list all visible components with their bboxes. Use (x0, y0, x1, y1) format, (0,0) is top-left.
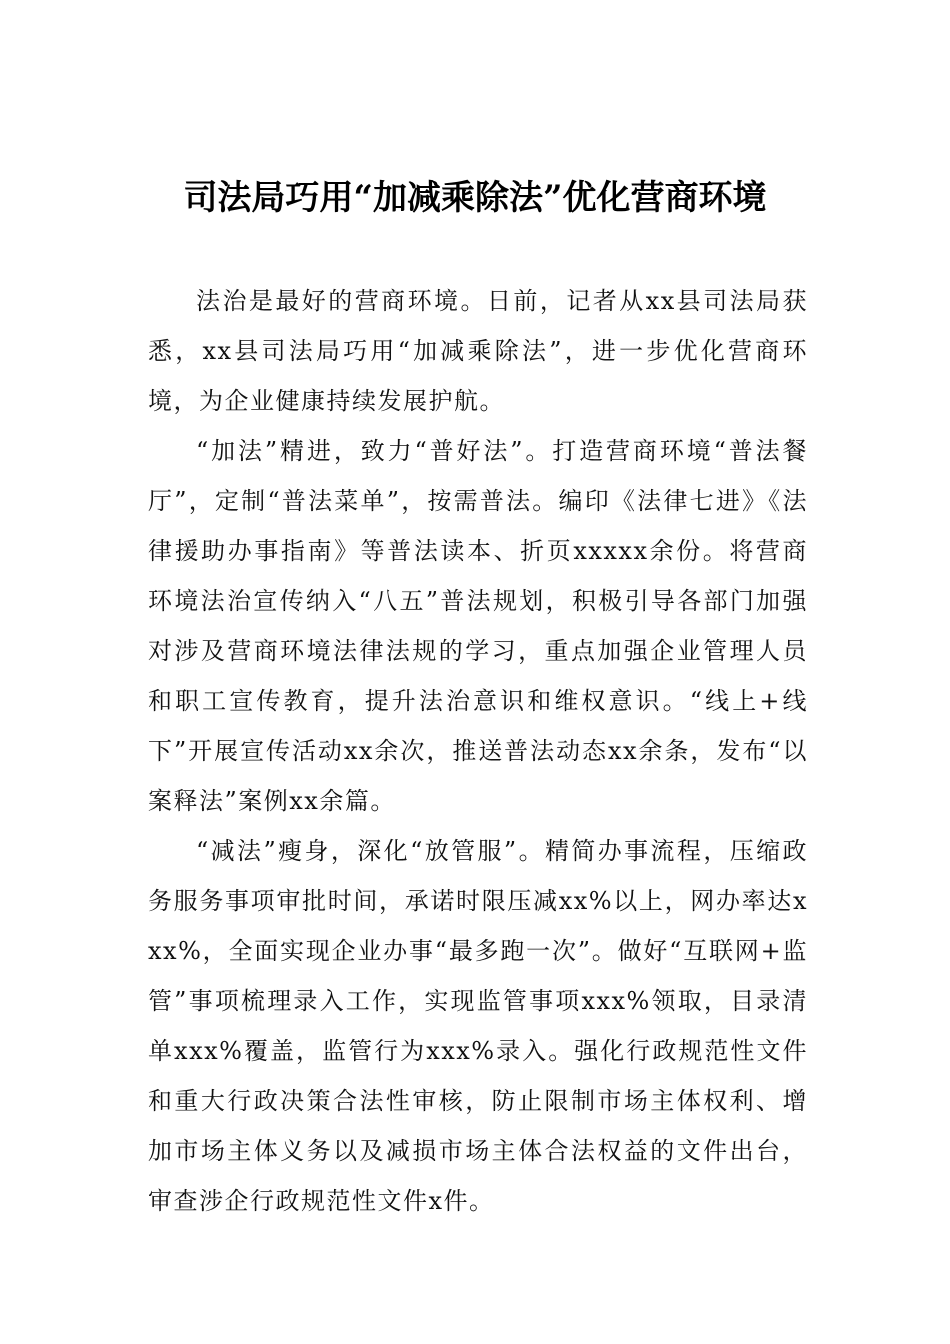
paragraph-subtraction: “减法”瘦身，深化“放管服”。精简办事流程，压缩政务服务事项审批时间，承诺时限压减xx%以上，网办率达xxx%，全面实现企业办事“最多跑一次”。做好“互联网+监管”事项梳理录入工作，实现监管事项xxx%领取，目录清单xxx%覆盖，监管行为xxx%录入。强化行政规范性文件和重大行政决策合法性审核，防止限制市场主体权利、增加市场主体义务以及减损市场主体合法权益的文件出台，审查涉企行政规范性文件x件。 (148, 837, 808, 1215)
paragraph-addition: “加法”精进，致力“普好法”。打造营商环境“普法餐厅”，定制“普法菜单”，按需普法。编印《法律七进》《法律援助办事指南》等普法读本、折页xxxxx余份。将营商环境法治宣传纳入“八五”普法规划，积极引导各部门加强对涉及营商环境法律法规的学习，重点加强企业管理人员和职工宣传教育，提升法治意识和维权意识。“线上+线下”开展宣传活动xx余次，推送普法动态xx余条，发布“以案释法”案例xx余篇。 (148, 437, 808, 815)
document-body (148, 276, 808, 1226)
document-title: 司法局巧用“加减乘除法”优化营商环境 (183, 178, 767, 218)
paragraph-intro: 法治是最好的营商环境。日前，记者从xx县司法局获悉，xx县司法局巧用“加减乘除法”，进一步优化营商环境，为企业健康持续发展护航。 (148, 287, 808, 415)
